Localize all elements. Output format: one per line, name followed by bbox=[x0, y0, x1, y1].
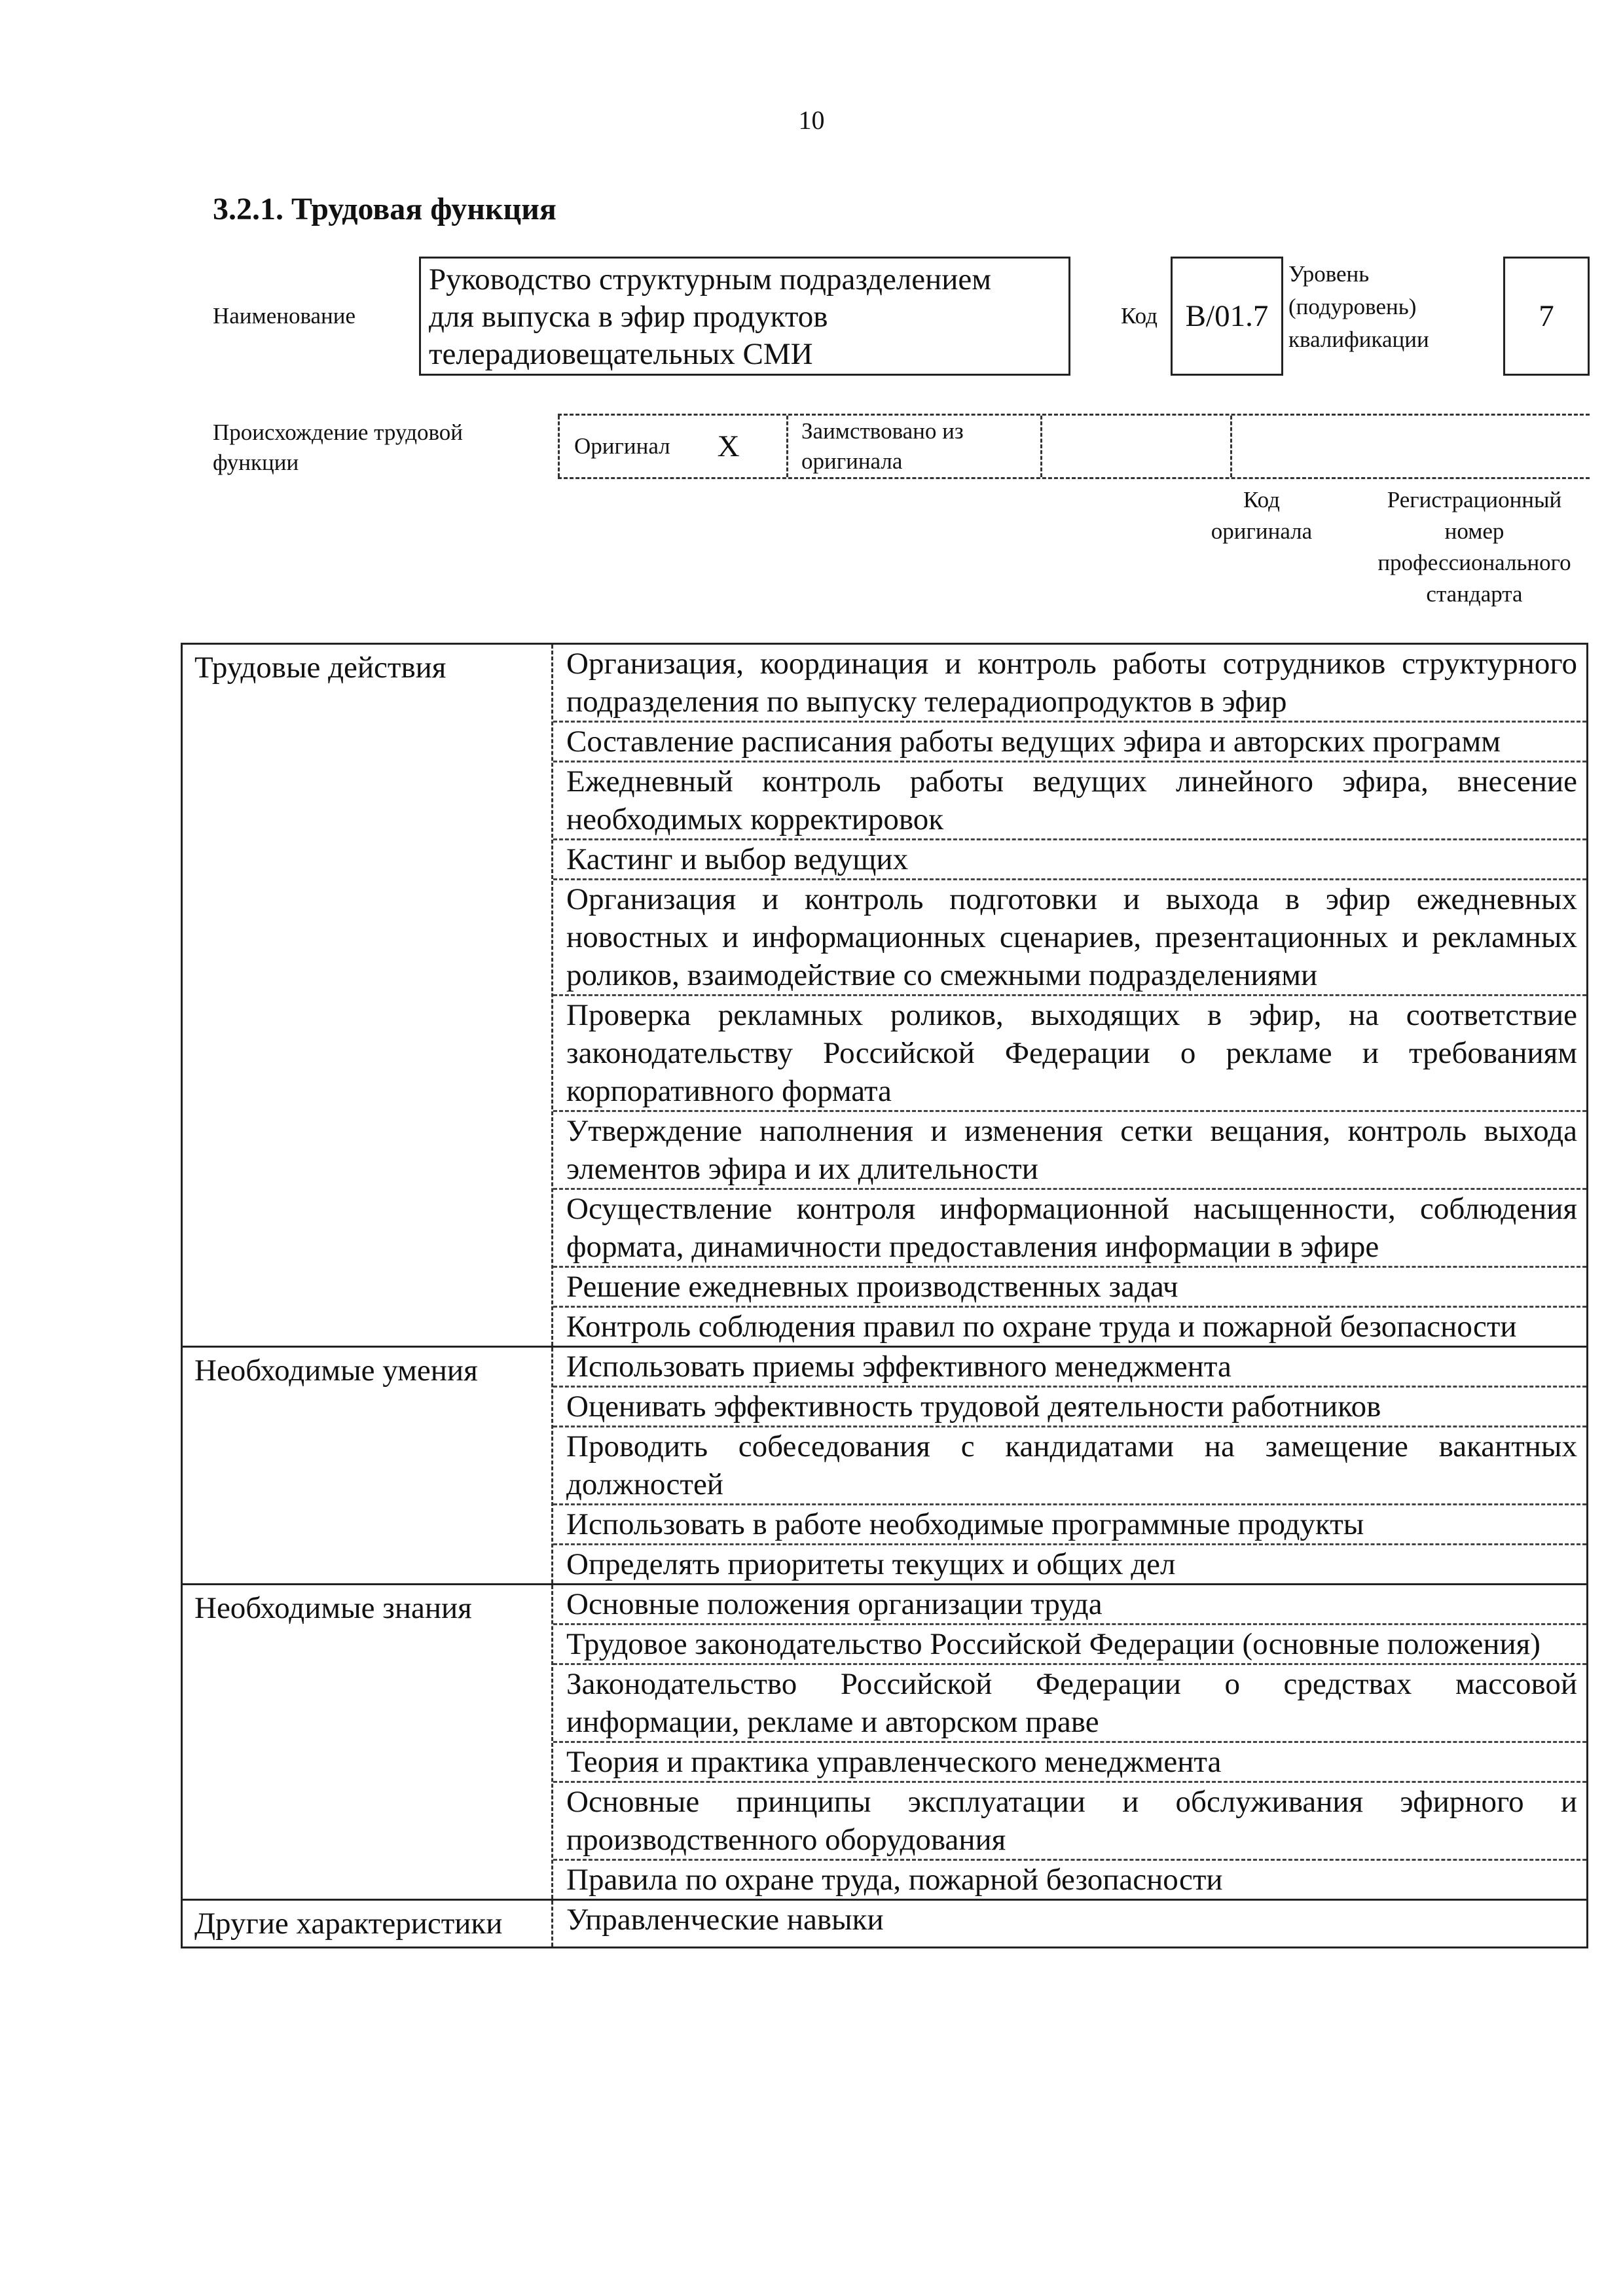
code-value: В/01.7 bbox=[1185, 299, 1269, 333]
caption-line: профессионального bbox=[1377, 550, 1571, 575]
original-mark: X bbox=[717, 429, 740, 463]
level-value-box bbox=[1503, 257, 1590, 376]
group-other-characteristics bbox=[183, 1901, 1586, 1946]
table-item: Теория и практика управленческого менеджмента bbox=[553, 1743, 1586, 1783]
caption-original-code bbox=[1167, 484, 1357, 547]
caption-registration-number bbox=[1350, 484, 1599, 610]
borrowed-label: Заимствовано из оригинала bbox=[801, 418, 964, 474]
table-item: Организация и контроль подготовки и выхода в эфир ежедневных новостных и информационных сценариев, презентационных и рекламных роликов, взаимодействие со смежными подразделениями bbox=[553, 880, 1586, 996]
caption-line: стандарта bbox=[1426, 581, 1523, 607]
table-item: Основные принципы эксплуатации и обслуживания эфирного и производственного оборудования bbox=[553, 1783, 1586, 1861]
group-label: Трудовые действия bbox=[183, 645, 553, 1346]
caption-line: Регистрационный bbox=[1387, 487, 1562, 512]
group-items bbox=[553, 1585, 1586, 1899]
table-item: Правила по охране труда, пожарной безопасности bbox=[566, 1863, 1223, 1897]
level-value: 7 bbox=[1539, 299, 1554, 333]
function-name-line: телерадиовещательных СМИ bbox=[429, 337, 813, 371]
group-items bbox=[553, 645, 1586, 1346]
table-item: Оценивать эффективность трудовой деятельности работников bbox=[553, 1388, 1586, 1427]
table-item: Законодательство Российской Федерации о средствах массовой информации, рекламе и авторском праве bbox=[553, 1665, 1586, 1743]
table-item: Проводить собеседования с кандидатами на замещение вакантных должностей bbox=[553, 1427, 1586, 1505]
group-items bbox=[553, 1348, 1586, 1583]
name-label: Наименование bbox=[213, 303, 356, 329]
table-item: Использовать в работе необходимые программные продукты bbox=[553, 1505, 1586, 1545]
caption-line: оригинала bbox=[1211, 518, 1313, 544]
origin-label bbox=[213, 418, 553, 478]
group-items bbox=[553, 1901, 1586, 1946]
code-label: Код bbox=[1121, 303, 1158, 329]
origin-row bbox=[558, 414, 1590, 479]
origin-cell-borrowed bbox=[788, 416, 1042, 477]
code-value-box bbox=[1171, 257, 1283, 376]
table-item: Составление расписания работы ведущих эфира и авторских программ bbox=[553, 723, 1586, 762]
table-item: Ежедневный контроль работы ведущих линейного эфира, внесение необходимых корректировок bbox=[553, 762, 1586, 840]
group-labor-actions bbox=[183, 645, 1586, 1348]
table-item: Кастинг и выбор ведущих bbox=[553, 840, 1586, 880]
function-name-line: Руководство структурным подразделением bbox=[429, 262, 992, 296]
table-item: Определять приоритеты текущих и общих дел bbox=[566, 1547, 1176, 1581]
origin-label-line: Происхождение трудовой bbox=[213, 420, 464, 445]
table-item: Утверждение наполнения и изменения сетки вещания, контроль выхода элементов эфира и их длительности bbox=[553, 1112, 1586, 1190]
table-item: Трудовое законодательство Российской Федерации (основные положения) bbox=[553, 1625, 1586, 1665]
function-name-line: для выпуска в эфир продуктов bbox=[429, 300, 828, 334]
caption-line: Код bbox=[1243, 487, 1280, 512]
origin-cell-reg bbox=[1232, 416, 1590, 477]
function-name-box bbox=[419, 257, 1070, 376]
original-label: Оригинал bbox=[574, 433, 670, 459]
table-item: Основные положения организации труда bbox=[553, 1585, 1586, 1625]
table-item: Использовать приемы эффективного менеджмента bbox=[553, 1348, 1586, 1388]
table-item: Решение ежедневных производственных задач bbox=[553, 1268, 1586, 1308]
page-number: 10 bbox=[798, 105, 825, 135]
group-label: Другие характеристики bbox=[183, 1901, 553, 1946]
table-item: Контроль соблюдения правил по охране труда и пожарной безопасности bbox=[566, 1310, 1517, 1344]
table-item: Организация, координация и контроль работы сотрудников структурного подразделения по выпуску телерадиопродуктов в эфир bbox=[553, 645, 1586, 723]
origin-label-line: функции bbox=[213, 450, 299, 475]
group-required-knowledge bbox=[183, 1585, 1586, 1901]
group-label: Необходимые знания bbox=[183, 1585, 553, 1899]
origin-cell-original bbox=[558, 416, 788, 477]
table-item: Управленческие навыки bbox=[566, 1903, 884, 1937]
group-required-skills bbox=[183, 1348, 1586, 1585]
requirements-table bbox=[181, 643, 1588, 1948]
level-label-line: Уровень bbox=[1288, 261, 1370, 287]
level-label-line: квалификации bbox=[1288, 327, 1429, 352]
level-label bbox=[1288, 258, 1465, 356]
caption-line: номер bbox=[1444, 518, 1504, 544]
section-title: 3.2.1. Трудовая функция bbox=[213, 192, 556, 226]
table-item: Проверка рекламных роликов, выходящих в эфир, на соответствие законодательству Российской Федерации о рекламе и требованиям корпоративного формата bbox=[553, 996, 1586, 1112]
table-item: Осуществление контроля информационной насыщенности, соблюдения формата, динамичности предоставления информации в эфире bbox=[553, 1190, 1586, 1268]
level-label-line: (подуровень) bbox=[1288, 294, 1417, 319]
origin-cell-code bbox=[1042, 416, 1232, 477]
group-label: Необходимые умения bbox=[183, 1348, 553, 1583]
